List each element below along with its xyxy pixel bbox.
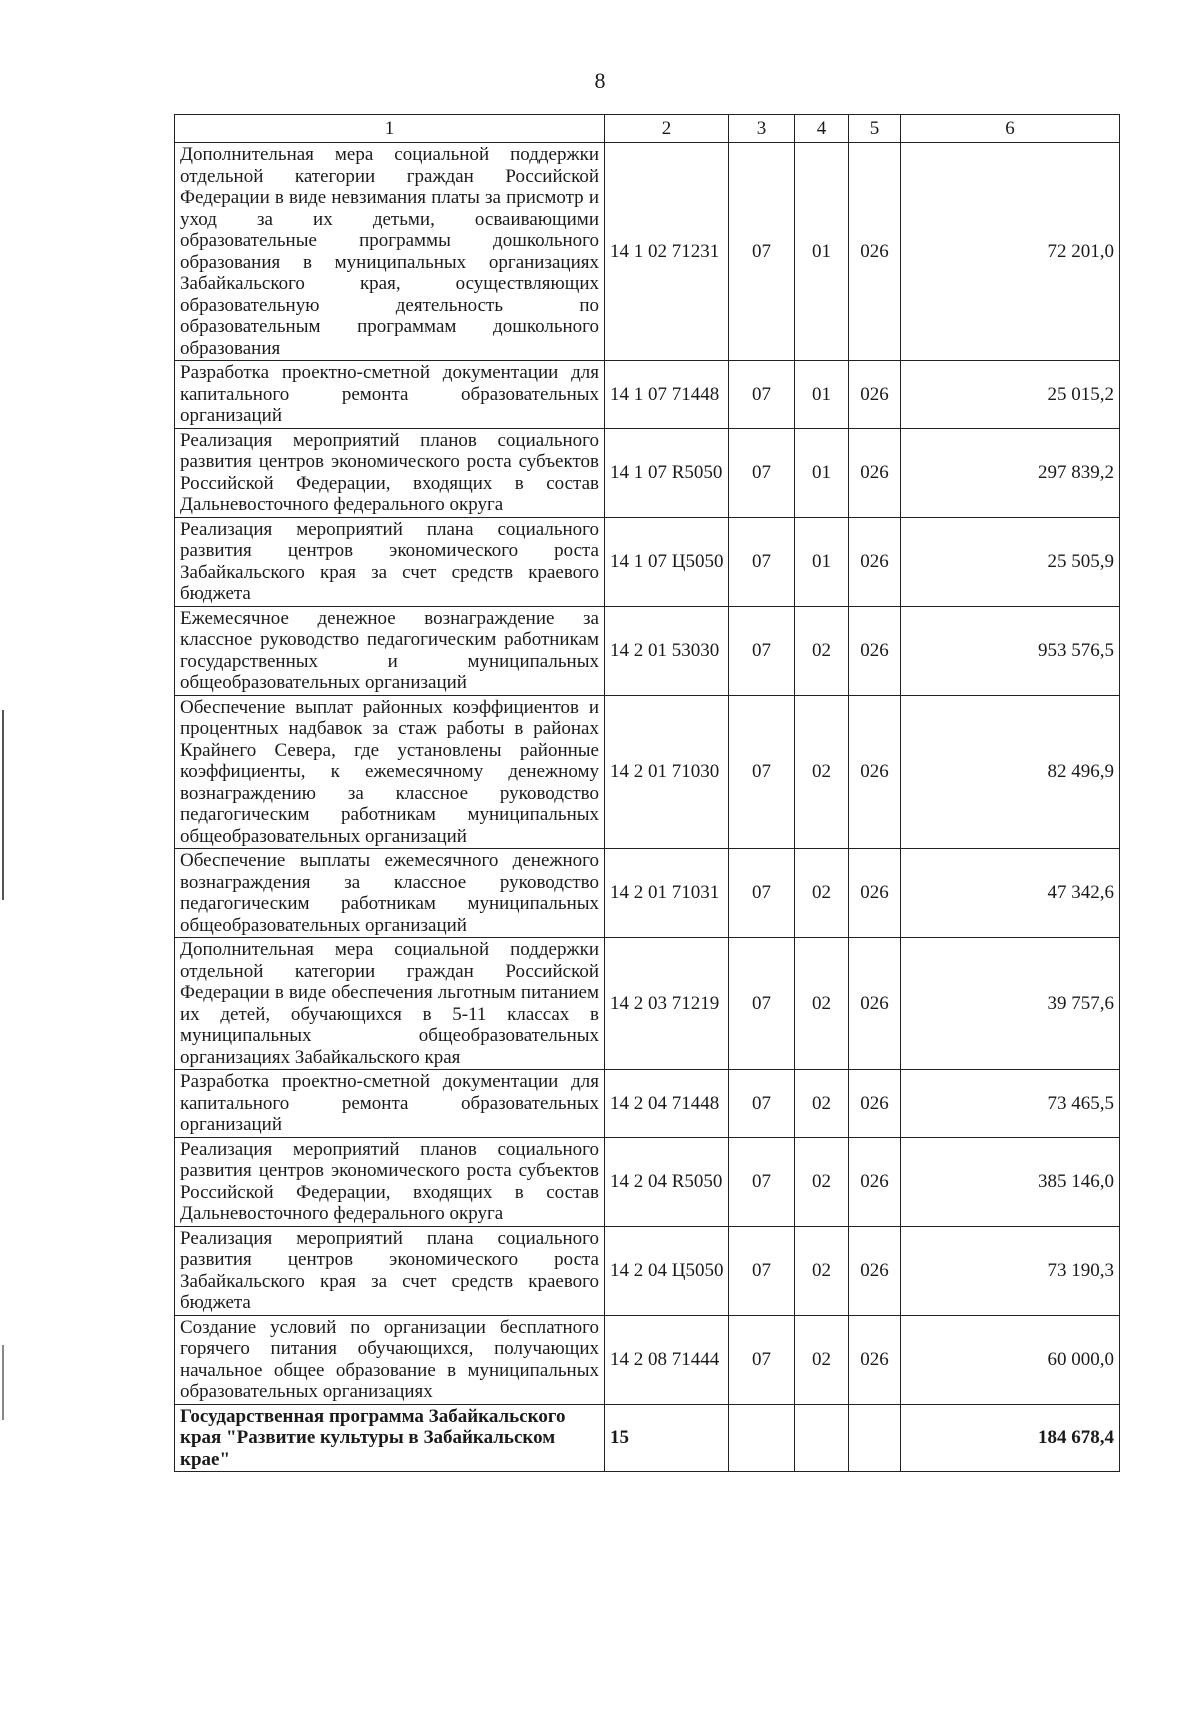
row-name: Реализация мероприятий планов социального развития центров экономического роста субъектов Российской Федерации, входящих в состав Дальневосточного федерального округа [175, 1137, 605, 1226]
scan-edge-mark [2, 1345, 4, 1420]
row-amount: 73 465,5 [901, 1070, 1120, 1138]
row-col-3: 07 [729, 849, 795, 938]
row-name: Дополнительная мера социальной поддержки отдельной категории граждан Российской Федерации в виде обеспечения льготным питанием их детей, обучающихся в 5-11 классах в муниципальных общеобразовательных организациях Забайкальского края [175, 938, 605, 1070]
row-col-5 [849, 1404, 901, 1472]
row-code: 15 [605, 1404, 729, 1472]
row-col-3 [729, 1404, 795, 1472]
row-col-5: 026 [849, 143, 901, 361]
header-col-2: 2 [605, 115, 729, 143]
row-col-5: 026 [849, 1137, 901, 1226]
row-col-4: 02 [795, 1137, 849, 1226]
row-name: Реализация мероприятий плана социального развития центров экономического роста Забайкальского края за счет средств краевого бюджета [175, 1226, 605, 1315]
row-col-5: 026 [849, 849, 901, 938]
row-code: 14 2 08 71444 [605, 1315, 729, 1404]
header-col-4: 4 [795, 115, 849, 143]
row-col-3: 07 [729, 428, 795, 517]
row-col-3: 07 [729, 1137, 795, 1226]
row-name: Государственная программа Забайкальского края "Развитие культуры в Забайкальском крае" [175, 1404, 605, 1472]
header-col-6: 6 [901, 115, 1120, 143]
row-col-4: 01 [795, 428, 849, 517]
row-col-3: 07 [729, 1315, 795, 1404]
row-col-3: 07 [729, 361, 795, 429]
row-amount: 39 757,6 [901, 938, 1120, 1070]
row-name: Обеспечение выплаты ежемесячного денежного вознаграждения за классное руководство педагогическим работникам муниципальных общеобразовательных организаций [175, 849, 605, 938]
row-col-4: 01 [795, 143, 849, 361]
row-col-3: 07 [729, 695, 795, 849]
row-amount: 25 015,2 [901, 361, 1120, 429]
table-row [175, 1137, 1120, 1226]
row-code: 14 1 02 71231 [605, 143, 729, 361]
row-amount: 72 201,0 [901, 143, 1120, 361]
row-col-5: 026 [849, 606, 901, 695]
row-name: Разработка проектно-сметной документации для капитального ремонта образовательных организаций [175, 361, 605, 429]
table-row [175, 1315, 1120, 1404]
row-code: 14 2 01 71031 [605, 849, 729, 938]
row-name: Реализация мероприятий планов социального развития центров экономического роста субъектов Российской Федерации, входящих в состав Дальневосточного федерального округа [175, 428, 605, 517]
table-row [175, 1226, 1120, 1315]
table-row [175, 143, 1120, 361]
table-row [175, 695, 1120, 849]
row-col-5: 026 [849, 938, 901, 1070]
row-amount: 297 839,2 [901, 428, 1120, 517]
row-col-3: 07 [729, 606, 795, 695]
row-col-3: 07 [729, 1070, 795, 1138]
row-col-4: 02 [795, 1315, 849, 1404]
row-code: 14 2 04 71448 [605, 1070, 729, 1138]
row-amount: 60 000,0 [901, 1315, 1120, 1404]
row-col-4 [795, 1404, 849, 1472]
row-name: Ежемесячное денежное вознаграждение за классное руководство педагогическим работникам государственных и муниципальных общеобразовательных организаций [175, 606, 605, 695]
row-name: Создание условий по организации бесплатного горячего питания обучающихся, получающих начальное общее образование в муниципальных образовательных организациях [175, 1315, 605, 1404]
header-col-3: 3 [729, 115, 795, 143]
row-amount: 385 146,0 [901, 1137, 1120, 1226]
page-number: 8 [594, 68, 606, 93]
row-code: 14 1 07 R5050 [605, 428, 729, 517]
row-col-4: 02 [795, 849, 849, 938]
row-amount: 184 678,4 [901, 1404, 1120, 1472]
table-row [175, 517, 1120, 606]
row-code: 14 2 04 Ц5050 [605, 1226, 729, 1315]
row-col-3: 07 [729, 938, 795, 1070]
row-amount: 73 190,3 [901, 1226, 1120, 1315]
row-amount: 47 342,6 [901, 849, 1120, 938]
row-code: 14 2 03 71219 [605, 938, 729, 1070]
row-col-4: 01 [795, 361, 849, 429]
row-name: Реализация мероприятий плана социального развития центров экономического роста Забайкальского края за счет средств краевого бюджета [175, 517, 605, 606]
table-row [175, 938, 1120, 1070]
row-col-5: 026 [849, 1315, 901, 1404]
row-col-4: 02 [795, 1070, 849, 1138]
row-col-5: 026 [849, 361, 901, 429]
row-col-4: 02 [795, 938, 849, 1070]
row-col-5: 026 [849, 1226, 901, 1315]
row-col-4: 02 [795, 1226, 849, 1315]
table-row [175, 1070, 1120, 1138]
row-col-4: 02 [795, 606, 849, 695]
row-code: 14 1 07 Ц5050 [605, 517, 729, 606]
scan-edge-mark [2, 710, 4, 900]
row-amount: 25 505,9 [901, 517, 1120, 606]
row-code: 14 2 01 71030 [605, 695, 729, 849]
row-amount: 82 496,9 [901, 695, 1120, 849]
table-row-program-total [175, 1404, 1120, 1472]
row-col-3: 07 [729, 143, 795, 361]
row-col-5: 026 [849, 1070, 901, 1138]
row-col-3: 07 [729, 517, 795, 606]
row-name: Дополнительная мера социальной поддержки отдельной категории граждан Российской Федерации в виде невзимания платы за присмотр и уход за их детьми, осваивающими образовательные программы дошкольного образования в муниципальных организациях Забайкальского края, осуществляющих образовательную деятельность по образовательным программам дошкольного образования [175, 143, 605, 361]
row-col-5: 026 [849, 695, 901, 849]
row-code: 14 2 04 R5050 [605, 1137, 729, 1226]
budget-table [174, 114, 1120, 1472]
row-col-5: 026 [849, 517, 901, 606]
row-col-4: 01 [795, 517, 849, 606]
table-row [175, 361, 1120, 429]
table-row [175, 428, 1120, 517]
table-row [175, 849, 1120, 938]
row-name: Обеспечение выплат районных коэффициентов и процентных надбавок за стаж работы в районах Крайнего Севера, где установлены районные коэффициенты, к ежемесячному денежному вознаграждению за классное руководство педагогическим работникам муниципальных общеобразовательных организаций [175, 695, 605, 849]
row-col-5: 026 [849, 428, 901, 517]
row-col-3: 07 [729, 1226, 795, 1315]
row-code: 14 2 01 53030 [605, 606, 729, 695]
row-code: 14 1 07 71448 [605, 361, 729, 429]
header-col-5: 5 [849, 115, 901, 143]
row-name: Разработка проектно-сметной документации для капитального ремонта образовательных организаций [175, 1070, 605, 1138]
row-amount: 953 576,5 [901, 606, 1120, 695]
header-col-1: 1 [175, 115, 605, 143]
table-row [175, 606, 1120, 695]
table-header-row [175, 115, 1120, 143]
row-col-4: 02 [795, 695, 849, 849]
